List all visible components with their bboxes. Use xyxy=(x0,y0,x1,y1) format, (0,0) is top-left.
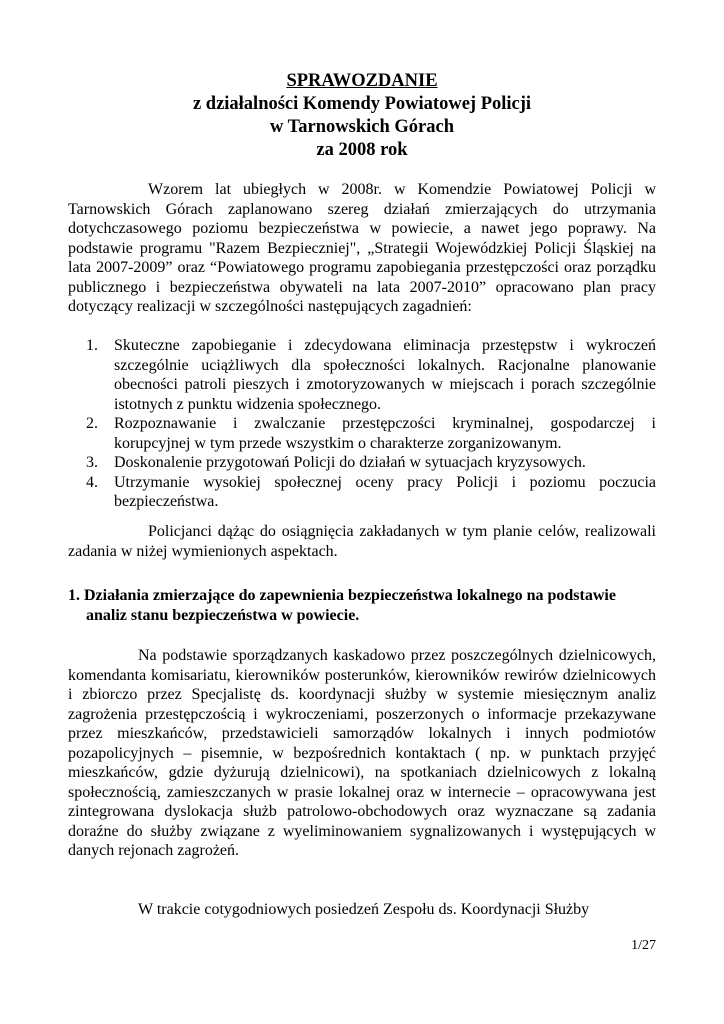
list-item-number: 2. xyxy=(86,415,98,432)
document-title xyxy=(0,70,724,162)
title-line-3: w Tarnowskich Górach xyxy=(269,117,454,137)
section-paragraph-1: Na podstawie sporządzanych kaskadowo przez poszczególnych dzielnicowych, komendanta komisariatu, kierowników posterunków, kierowników rewirów dzielnicowych i zbiorczo przez Specjalistę ds. koordynacji służby w systemie miesięcznym analiz zagrożenia przestępczością i wykroczeniami, poszerzonych o informacje przekazywane przez mieszkańców, przedstawicieli samorządów lokalnych i innych podmiotów pozapolicyjnych – pisemnie, w bezpośrednich kontaktach ( np. w punktach przyjęć mieszkańców, gdzie dyżurują dzielnicowi), na spotkaniach dzielnicowych z lokalną społecznością, zamieszczanych w prasie lokalnej oraz w internecie – opracowywana jest zintegrowana dyslokacja służb patrolowo-obchodowych oraz wyznaczane są zadania doraźne do służby związane z wyeliminowaniem sygnalizowanych i występujących w danych rejonach zagrożeń. xyxy=(68,647,656,859)
title-line-2: z działalności Komendy Powiatowej Policji xyxy=(192,94,532,114)
list-item-text: Utrzymanie wysokiej społecznej oceny pracy Policji i poziomu poczucia bezpieczeństwa. xyxy=(114,473,656,510)
list-item xyxy=(86,336,656,414)
list-item xyxy=(86,414,656,453)
section-heading-line-1: 1. Działania zmierzające do zapewnienia bezpieczeństwa lokalnego na podstawie xyxy=(68,587,616,604)
summary-paragraph: Policjanci dążąc do osiągnięcia zakładanych w tym planie celów, realizowali zadania w niżej wymienionych aspektach. xyxy=(68,523,656,560)
title-line-4: za 2008 rok xyxy=(316,140,408,160)
page-number: 1/27 xyxy=(631,938,656,953)
list-item xyxy=(86,473,656,512)
list-item-number: 1. xyxy=(86,337,98,354)
list-item-text: Rozpoznawanie i zwalczanie przestępczości kryminalnej, gospodarczej i korupcyjnej w tym przede wszystkim o charakterze zorganizowanym. xyxy=(114,415,656,452)
title-line-1: SPRAWOZDANIE xyxy=(286,71,438,91)
list-item-number: 4. xyxy=(86,473,98,491)
section-heading xyxy=(68,586,656,626)
goals-list xyxy=(86,336,656,512)
list-item-number: 3. xyxy=(86,454,98,471)
intro-paragraph: Wzorem lat ubiegłych w 2008r. w Komendzie Powiatowej Policji w Tarnowskich Górach zaplanowano szereg działań zmierzających do utrzymania dotychczasowego poziomu bezpieczeństwa w powiecie, a nawet jego poprawy. Na podstawie programu "Razem Bezpieczniej", „Strategii Wojewódzkiej Policji Śląskiej na lata 2007-2009” oraz “Powiatowego programu zapobiegania przestępczości oraz porządku publicznego i bezpieczeństwa obywateli na lata 2007-2010” opracowano plan pracy dotyczący realizacji w szczególności następujących zagadnień: xyxy=(68,181,656,315)
list-item-text: Doskonalenie przygotowań Policji do działań w sytuacjach kryzysowych. xyxy=(114,454,586,471)
list-item xyxy=(86,453,656,473)
list-item-text: Skuteczne zapobieganie i zdecydowana eliminacja przestępstw i wykroczeń szczególnie uciążliwych dla społeczności lokalnych. Racjonalne planowanie obecności patroli pieszych i zmotoryzowanych w miejscach i porach szczególnie istotnych z punktu widzenia społecznego. xyxy=(114,337,656,413)
section-heading-line-2: analiz stanu bezpieczeństwa w powiecie. xyxy=(86,607,360,624)
section-paragraph-2: W trakcie cotygodniowych posiedzeń Zespołu ds. Koordynacji Służby xyxy=(138,901,590,918)
